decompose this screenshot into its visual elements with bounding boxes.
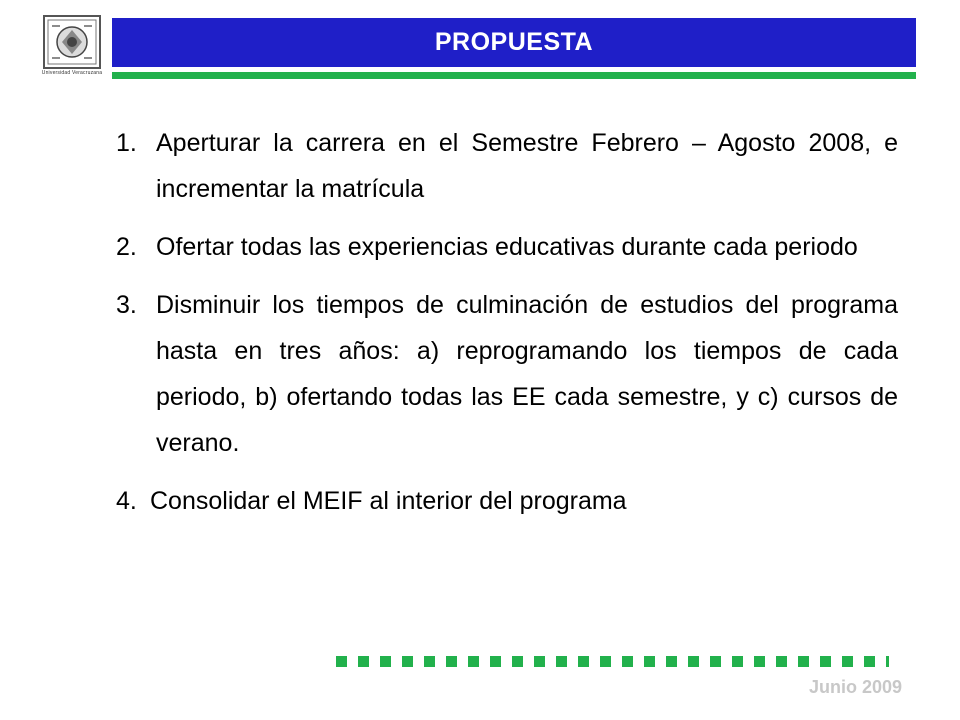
item-text: Consolidar el MEIF al interior del programa: [150, 487, 627, 515]
dash-segment: [468, 656, 479, 667]
logo-caption: Universidad Veracruzana: [41, 70, 103, 76]
dash-segment: [864, 656, 875, 667]
item-number: 1.: [116, 129, 137, 157]
item-number: 3.: [116, 291, 137, 319]
dash-segment: [424, 656, 435, 667]
dash-segment: [446, 656, 457, 667]
dash-segment: [556, 656, 567, 667]
list-item: [116, 120, 898, 212]
item-number: 2.: [116, 233, 137, 261]
slide-title: PROPUESTA: [434, 28, 594, 56]
dash-segment: [490, 656, 501, 667]
footer-date: Junio 2009: [808, 677, 902, 697]
item-text: Aperturar la carrera en el Semestre Febrero – Agosto 2008, e incrementar la matrícula: [156, 129, 898, 203]
proposal-list: [116, 120, 898, 536]
dash-segment: [644, 656, 655, 667]
dash-segment: [380, 656, 391, 667]
dashed-green-rule: [336, 656, 889, 667]
dash-segment: [776, 656, 787, 667]
dash-segment: [666, 656, 677, 667]
dash-segment: [710, 656, 721, 667]
list-item: [116, 282, 898, 466]
dash-segment: [622, 656, 633, 667]
dash-segment: [842, 656, 853, 667]
dash-segment: [732, 656, 743, 667]
dash-segment: [336, 656, 347, 667]
item-number: 4.: [116, 487, 137, 515]
title-bar: [112, 18, 916, 67]
dash-segment: [578, 656, 589, 667]
dash-segment: [798, 656, 809, 667]
list-item: [116, 224, 898, 270]
dash-segment: [512, 656, 523, 667]
dash-segment: [358, 656, 369, 667]
dash-segment: [534, 656, 545, 667]
dash-segment: [820, 656, 831, 667]
dash-segment: [402, 656, 413, 667]
dash-segment: [688, 656, 699, 667]
green-divider: [112, 72, 916, 79]
dash-segment: [600, 656, 611, 667]
dash-segment: [754, 656, 765, 667]
list-item: [116, 478, 898, 524]
dash-end: [886, 656, 889, 667]
item-text: Disminuir los tiempos de culminación de estudios del programa hasta en tres años: a) reprogramando los tiempos de cada periodo, b) ofertando todas las EE cada semestre, y c) cursos de verano.: [156, 291, 898, 457]
item-text: Ofertar todas las experiencias educativas durante cada periodo: [156, 233, 858, 261]
